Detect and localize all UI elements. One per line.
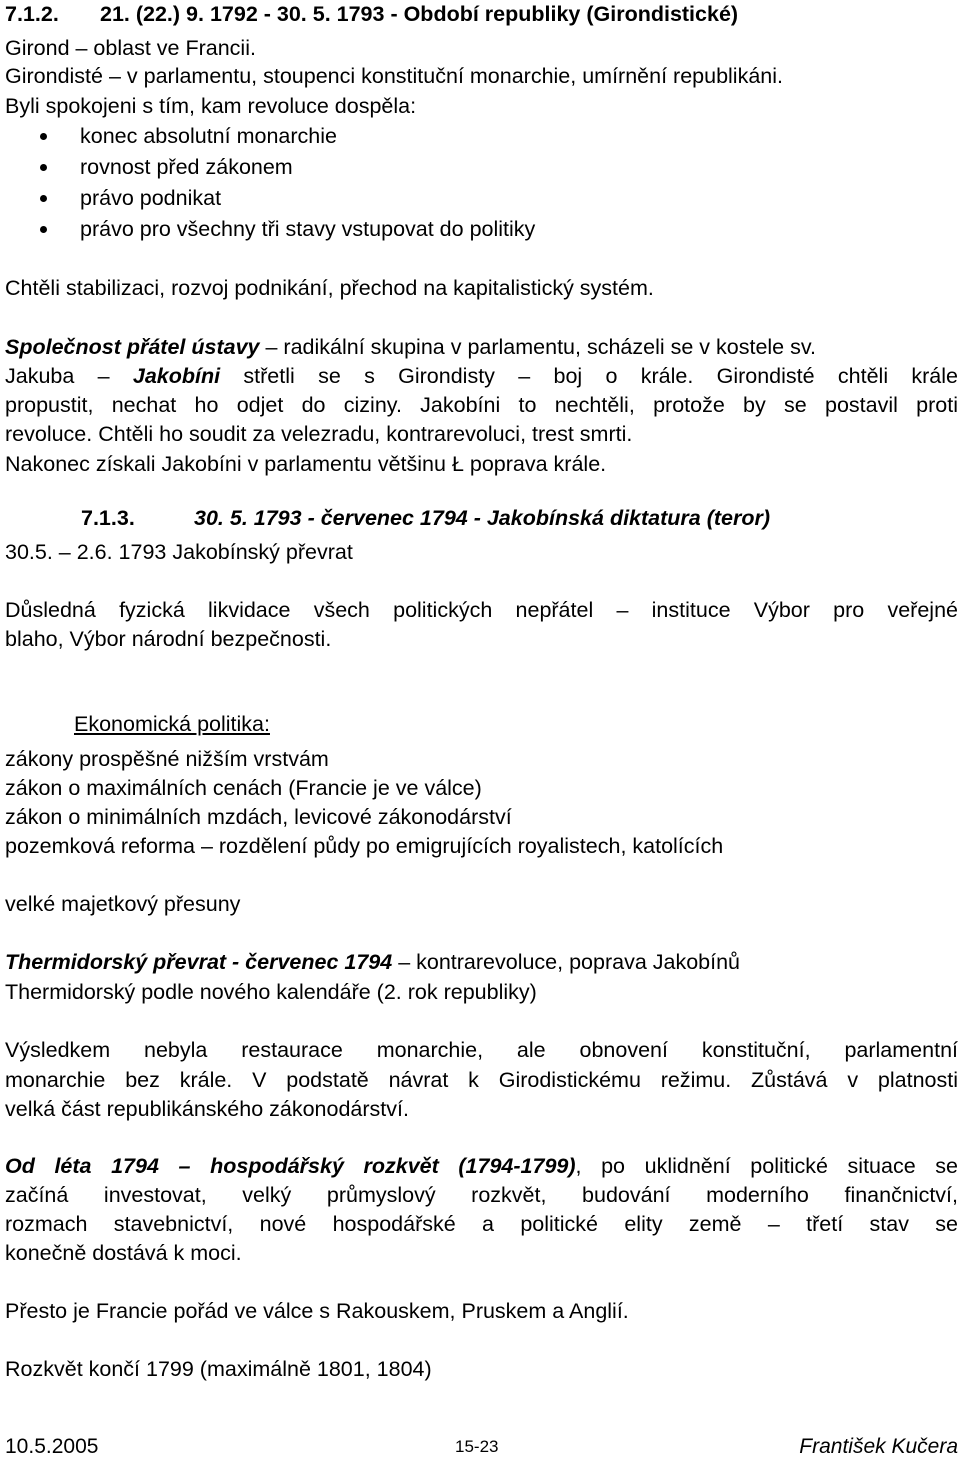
economic-item: zákon o maximálních cenách (Francie je ve válce): [5, 776, 482, 800]
end-line: Rozkvět končí 1799 (maximálně 1801, 1804): [5, 1357, 432, 1381]
line-girondists: Girondisté – v parlamentu, stoupenci konstituční monarchie, umírnění republikáni.: [5, 64, 783, 88]
coup-line: 30.5. – 2.6. 1793 Jakobínský převrat: [5, 540, 353, 564]
society-rest: – radikální skupina v parlamentu, scházeli se v kostele sv.: [259, 335, 816, 359]
jakobini-line-1: [5, 362, 958, 391]
liquidation-line-2: blaho, Výbor národní bezpečnosti.: [5, 627, 332, 651]
boom-rest: , po uklidnění politické situace se: [575, 1154, 958, 1178]
section-title: 21. (22.) 9. 1792 - 30. 5. 1793 - Období republiky (Girondistické): [100, 2, 739, 26]
society-title: Společnost přátel ústavy: [5, 335, 260, 359]
bullet-icon: [40, 195, 47, 202]
section-number: 7.1.3.: [81, 506, 135, 530]
bullet-icon: [40, 164, 47, 171]
thermidor-rest: – kontrarevoluce, poprava Jakobínů: [392, 950, 741, 974]
footer-author: František Kučera: [799, 1435, 958, 1458]
war-line: Přesto je Francie pořád ve válce s Rakouskem, Pruskem a Anglií.: [5, 1299, 629, 1323]
line-gironde: Girond – oblast ve Francii.: [5, 36, 256, 60]
list-item: konec absolutní monarchie: [80, 124, 337, 148]
footer-date: 10.5.2005: [5, 1435, 99, 1458]
property-line: velké majetkový přesuny: [5, 892, 241, 916]
jakobini-line-3: revoluce. Chtěli ho soudit za velezradu, kontrarevoluci, trest smrti.: [5, 422, 633, 446]
line-wanted: Chtěli stabilizaci, rozvoj podnikání, přechod na kapitalistický systém.: [5, 276, 654, 300]
economic-item: zákon o minimálních mzdách, levicové zákonodárství: [5, 805, 512, 829]
economic-item: pozemková reforma – rozdělení půdy po emigrujících royalistech, katolících: [5, 834, 724, 858]
section-heading-7-1-2: [5, 0, 738, 29]
jakobini-line-4: Nakonec získali Jakobíni v parlamentu většinu Ł poprava krále.: [5, 452, 607, 476]
boom-line-3: rozmach stavebnictví, nové hospodářské a politické elity země – třetí stav se: [5, 1212, 958, 1236]
jakobini-l1-b: střetli se s Girondisty – boj o krále. Girondisté chtěli krále: [220, 364, 958, 388]
society-line: [5, 333, 816, 362]
result-line-3: velká část republikánského zákonodárství.: [5, 1097, 409, 1121]
boom-title: Od léta 1794 – hospodářský rozkvět (1794-1799): [5, 1154, 576, 1178]
list-item: rovnost před zákonem: [80, 155, 293, 179]
list-item: právo pro všechny tři stavy vstupovat do politiky: [80, 217, 536, 241]
result-line-1: Výsledkem nebyla restaurace monarchie, ale obnovení konstituční, parlamentní: [5, 1038, 958, 1062]
boom-line-2: začíná investovat, velký průmyslový rozkvět, budování moderního finančnictví,: [5, 1183, 958, 1207]
thermidor-line: [5, 948, 740, 977]
jakobini-l1-a: Jakuba –: [5, 364, 133, 388]
boom-line-4: konečně dostává k moci.: [5, 1241, 242, 1265]
bullet-icon: [40, 226, 47, 233]
result-line-2: monarchie bez krále. V podstatě návrat k Girodistickému režimu. Zůstává v platnosti: [5, 1068, 958, 1092]
list-item: právo podnikat: [80, 186, 222, 210]
section-number: 7.1.2.: [5, 2, 59, 26]
bullet-icon: [40, 133, 47, 140]
boom-line-1: [5, 1152, 958, 1181]
section-title: 30. 5. 1793 - červenec 1794 - Jakobínská diktatura (teror): [194, 506, 771, 530]
liquidation-line-1: Důsledná fyzická likvidace všech politických nepřátel – instituce Výbor pro veřejné: [5, 598, 958, 622]
section-heading-7-1-3: [5, 504, 770, 533]
economic-item: zákony prospěšné nižším vrstvám: [5, 747, 329, 771]
thermidor-line-2: Thermidorský podle nového kalendáře (2. rok republiky): [5, 980, 537, 1004]
footer-page-number: 15-23: [455, 1437, 499, 1456]
economic-title: Ekonomická politika:: [74, 712, 270, 736]
line-satisfied: Byli spokojeni s tím, kam revoluce dospěla:: [5, 94, 417, 118]
thermidor-title: Thermidorský převrat - červenec 1794: [5, 950, 393, 974]
jakobini-title: Jakobíni: [132, 364, 221, 388]
jakobini-line-2: propustit, nechat ho odjet do ciziny. Jakobíni to nechtěli, protože by se postavil proti: [5, 393, 958, 417]
